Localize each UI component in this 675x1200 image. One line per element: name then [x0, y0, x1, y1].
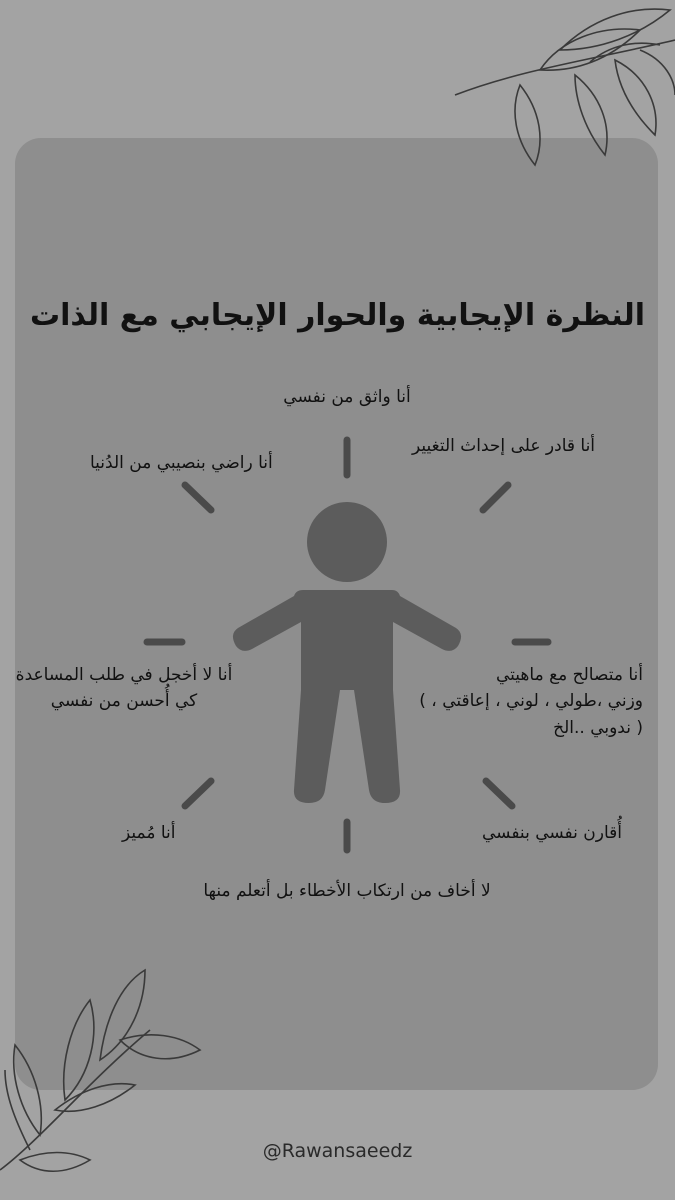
phrase-left-group — [15, 662, 233, 715]
phrase-bottom-left: أنا مُميز — [122, 823, 176, 843]
phrase-bottom: لا أخاف من ارتكاب الأخطاء بل أتعلم منها — [203, 881, 491, 901]
phrase-bottom-right: أُقارن نفسي بنفسي — [482, 823, 622, 843]
phrase-top-left: أنا راضي بنصيبي من الدُنيا — [90, 453, 273, 473]
phrase-right-line-2: وزني ،طولي ، لوني ، إعاقتي ، ) — [419, 691, 643, 712]
author-handle: @Rawansaeedz — [262, 1140, 413, 1162]
phrase-left-line-2: كي أُحسن من نفسي — [50, 691, 198, 712]
phrase-top: أنا واثق من نفسي — [283, 387, 411, 407]
phrase-right-group — [419, 662, 643, 741]
phrase-right-line-1: أنا متصالح مع ماهيتي — [496, 665, 643, 685]
phrase-top-right: أنا قادر على إحداث التغيير — [412, 436, 596, 456]
page-title: النظرة الإيجابية والحوار الإيجابي مع الذات — [29, 298, 646, 333]
phrase-left-line-1: أنا لا أخجل في طلب المساعدة — [15, 665, 233, 685]
phrase-right-line-3: ( ندوبي ..الخ — [553, 717, 643, 738]
